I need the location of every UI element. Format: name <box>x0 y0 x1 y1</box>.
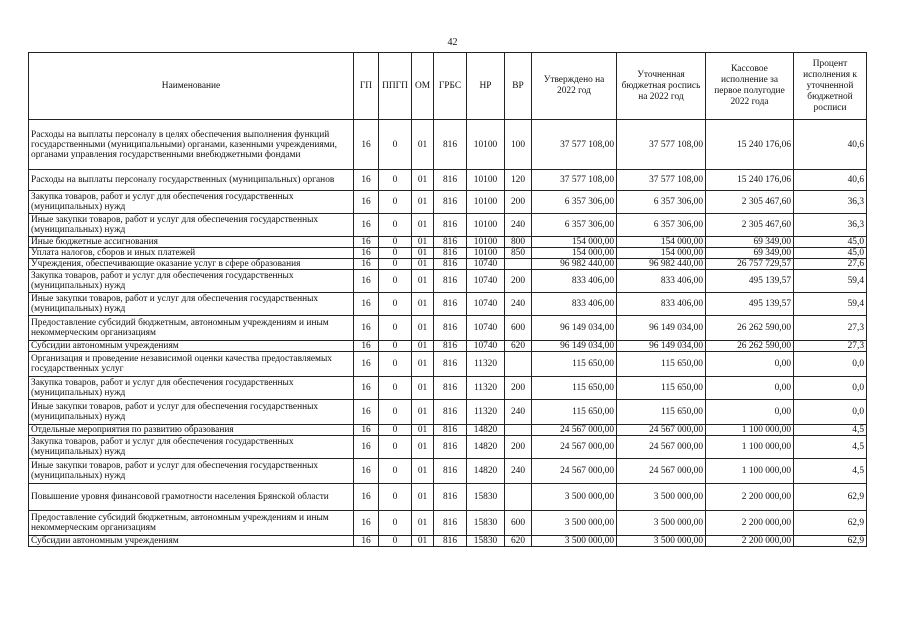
cell-percent: 62,9 <box>794 511 867 536</box>
cell-grbs: 816 <box>434 170 467 191</box>
cell-refined: 3 500 000,00 <box>617 484 706 511</box>
cell-grbs: 816 <box>434 377 467 400</box>
cell-vr: 200 <box>505 191 532 214</box>
cell-cash: 1 100 000,00 <box>706 436 794 459</box>
cell-om: 01 <box>412 237 434 248</box>
cell-refined: 96 149 034,00 <box>617 341 706 352</box>
cell-np: 10100 <box>467 214 505 237</box>
cell-om: 01 <box>412 120 434 170</box>
cell-refined: 154 000,00 <box>617 237 706 248</box>
cell-refined: 833 406,00 <box>617 293 706 316</box>
cell-approved: 37 577 108,00 <box>532 120 617 170</box>
cell-name: Отдельные мероприятия по развитию образования <box>29 425 354 436</box>
cell-grbs: 816 <box>434 341 467 352</box>
cell-vr: 200 <box>505 270 532 293</box>
cell-gp: 16 <box>354 341 379 352</box>
cell-gp: 16 <box>354 425 379 436</box>
table-row <box>29 191 867 214</box>
table-row <box>29 536 867 547</box>
cell-vr: 850 <box>505 248 532 259</box>
cell-ppgp: 0 <box>379 214 412 237</box>
header-vr: ВР <box>505 53 532 120</box>
cell-vr: 200 <box>505 436 532 459</box>
cell-percent: 4,5 <box>794 459 867 484</box>
table-row <box>29 270 867 293</box>
cell-np: 14820 <box>467 459 505 484</box>
cell-gp: 16 <box>354 270 379 293</box>
cell-ppgp: 0 <box>379 237 412 248</box>
cell-vr <box>505 484 532 511</box>
cell-grbs: 816 <box>434 352 467 377</box>
cell-ppgp: 0 <box>379 436 412 459</box>
cell-ppgp: 0 <box>379 484 412 511</box>
cell-approved: 96 149 034,00 <box>532 341 617 352</box>
cell-gp: 16 <box>354 400 379 425</box>
cell-np: 10740 <box>467 270 505 293</box>
cell-np: 10100 <box>467 120 505 170</box>
cell-cash: 2 305 467,60 <box>706 191 794 214</box>
cell-grbs: 816 <box>434 293 467 316</box>
cell-ppgp: 0 <box>379 341 412 352</box>
cell-gp: 16 <box>354 170 379 191</box>
cell-refined: 96 149 034,00 <box>617 316 706 341</box>
cell-approved: 115 650,00 <box>532 377 617 400</box>
cell-grbs: 816 <box>434 400 467 425</box>
cell-vr <box>505 259 532 270</box>
cell-vr: 600 <box>505 316 532 341</box>
cell-name: Расходы на выплаты персоналу государственных (муниципальных) органов <box>29 170 354 191</box>
cell-np: 10100 <box>467 237 505 248</box>
cell-gp: 16 <box>354 120 379 170</box>
cell-refined: 3 500 000,00 <box>617 511 706 536</box>
cell-gp: 16 <box>354 511 379 536</box>
cell-approved: 6 357 306,00 <box>532 191 617 214</box>
cell-om: 01 <box>412 259 434 270</box>
cell-name: Иные закупки товаров, работ и услуг для обеспечения государственных (муниципальных) нужд <box>29 400 354 425</box>
header-approved: Утверждено на 2022 год <box>532 53 617 120</box>
cell-percent: 62,9 <box>794 536 867 547</box>
cell-refined: 833 406,00 <box>617 270 706 293</box>
cell-vr: 200 <box>505 377 532 400</box>
cell-percent: 27,6 <box>794 259 867 270</box>
cell-cash: 1 100 000,00 <box>706 459 794 484</box>
cell-cash: 15 240 176,06 <box>706 120 794 170</box>
header-refined: Уточненная бюджетная роспись на 2022 год <box>617 53 706 120</box>
cell-cash: 495 139,57 <box>706 270 794 293</box>
cell-name: Закупка товаров, работ и услуг для обеспечения государственных (муниципальных) нужд <box>29 270 354 293</box>
cell-cash: 2 200 000,00 <box>706 511 794 536</box>
cell-gp: 16 <box>354 248 379 259</box>
cell-om: 01 <box>412 352 434 377</box>
cell-percent: 4,5 <box>794 436 867 459</box>
cell-np: 14820 <box>467 436 505 459</box>
cell-grbs: 816 <box>434 214 467 237</box>
cell-cash: 69 349,00 <box>706 237 794 248</box>
cell-name: Расходы на выплаты персоналу в целях обеспечения выполнения функций государственными (муниципальными) органами, казенными учреждениями, органами управления государственными внебюджетными фондами <box>29 120 354 170</box>
cell-name: Закупка товаров, работ и услуг для обеспечения государственных (муниципальных) нужд <box>29 191 354 214</box>
cell-np: 10740 <box>467 293 505 316</box>
table-row <box>29 248 867 259</box>
cell-cash: 26 262 590,00 <box>706 316 794 341</box>
cell-vr: 100 <box>505 120 532 170</box>
cell-om: 01 <box>412 511 434 536</box>
cell-name: Иные бюджетные ассигнования <box>29 237 354 248</box>
cell-np: 10100 <box>467 248 505 259</box>
cell-ppgp: 0 <box>379 293 412 316</box>
cell-ppgp: 0 <box>379 316 412 341</box>
cell-name: Субсидии автономным учреждениям <box>29 536 354 547</box>
cell-ppgp: 0 <box>379 511 412 536</box>
cell-name: Закупка товаров, работ и услуг для обеспечения государственных (муниципальных) нужд <box>29 436 354 459</box>
cell-percent: 59,4 <box>794 293 867 316</box>
cell-cash: 69 349,00 <box>706 248 794 259</box>
cell-grbs: 816 <box>434 237 467 248</box>
cell-cash: 2 200 000,00 <box>706 484 794 511</box>
cell-grbs: 816 <box>434 270 467 293</box>
cell-refined: 24 567 000,00 <box>617 459 706 484</box>
cell-ppgp: 0 <box>379 400 412 425</box>
table-row <box>29 511 867 536</box>
header-percent: Процент исполнения к уточненной бюджетной росписи <box>794 53 867 120</box>
cell-gp: 16 <box>354 191 379 214</box>
cell-vr: 240 <box>505 400 532 425</box>
cell-np: 10740 <box>467 341 505 352</box>
cell-gp: 16 <box>354 237 379 248</box>
cell-refined: 6 357 306,00 <box>617 214 706 237</box>
cell-name: Повышение уровня финансовой грамотности населения Брянской области <box>29 484 354 511</box>
cell-cash: 0,00 <box>706 377 794 400</box>
header-om: ОМ <box>412 53 434 120</box>
cell-approved: 96 982 440,00 <box>532 259 617 270</box>
cell-om: 01 <box>412 191 434 214</box>
cell-refined: 115 650,00 <box>617 400 706 425</box>
cell-vr: 240 <box>505 214 532 237</box>
cell-name: Уплата налогов, сборов и иных платежей <box>29 248 354 259</box>
cell-percent: 40,6 <box>794 120 867 170</box>
cell-approved: 115 650,00 <box>532 400 617 425</box>
cell-np: 10740 <box>467 259 505 270</box>
cell-refined: 115 650,00 <box>617 352 706 377</box>
cell-name: Иные закупки товаров, работ и услуг для обеспечения государственных (муниципальных) нужд <box>29 459 354 484</box>
cell-grbs: 816 <box>434 536 467 547</box>
cell-np: 10100 <box>467 191 505 214</box>
cell-om: 01 <box>412 170 434 191</box>
cell-np: 14820 <box>467 425 505 436</box>
cell-approved: 3 500 000,00 <box>532 511 617 536</box>
cell-grbs: 816 <box>434 459 467 484</box>
budget-execution-table <box>28 52 867 547</box>
table-row <box>29 293 867 316</box>
cell-grbs: 816 <box>434 484 467 511</box>
cell-approved: 833 406,00 <box>532 270 617 293</box>
cell-percent: 27,3 <box>794 316 867 341</box>
cell-refined: 154 000,00 <box>617 248 706 259</box>
cell-np: 11320 <box>467 352 505 377</box>
cell-vr: 620 <box>505 536 532 547</box>
cell-om: 01 <box>412 459 434 484</box>
cell-refined: 115 650,00 <box>617 377 706 400</box>
cell-np: 10100 <box>467 170 505 191</box>
cell-vr: 240 <box>505 293 532 316</box>
cell-grbs: 816 <box>434 120 467 170</box>
cell-approved: 96 149 034,00 <box>532 316 617 341</box>
header-np: НР <box>467 53 505 120</box>
table-row <box>29 341 867 352</box>
cell-cash: 26 262 590,00 <box>706 341 794 352</box>
cell-approved: 154 000,00 <box>532 237 617 248</box>
cell-vr: 600 <box>505 511 532 536</box>
cell-np: 15830 <box>467 511 505 536</box>
table-row <box>29 436 867 459</box>
cell-name: Предоставление субсидий бюджетным, автономным учреждениям и иным некоммерческим организациям <box>29 511 354 536</box>
cell-percent: 40,6 <box>794 170 867 191</box>
cell-cash: 1 100 000,00 <box>706 425 794 436</box>
cell-name: Учреждения, обеспечивающие оказание услуг в сфере образования <box>29 259 354 270</box>
table-row <box>29 425 867 436</box>
cell-ppgp: 0 <box>379 425 412 436</box>
cell-ppgp: 0 <box>379 170 412 191</box>
cell-name: Предоставление субсидий бюджетным, автономным учреждениям и иным некоммерческим организациям <box>29 316 354 341</box>
cell-grbs: 816 <box>434 425 467 436</box>
cell-om: 01 <box>412 270 434 293</box>
cell-percent: 45,0 <box>794 237 867 248</box>
header-gp: ГП <box>354 53 379 120</box>
cell-refined: 37 577 108,00 <box>617 170 706 191</box>
cell-om: 01 <box>412 248 434 259</box>
cell-om: 01 <box>412 377 434 400</box>
cell-approved: 833 406,00 <box>532 293 617 316</box>
cell-gp: 16 <box>354 536 379 547</box>
table-row <box>29 259 867 270</box>
cell-om: 01 <box>412 425 434 436</box>
cell-ppgp: 0 <box>379 536 412 547</box>
cell-percent: 62,9 <box>794 484 867 511</box>
cell-percent: 45,0 <box>794 248 867 259</box>
page-number: 42 <box>447 37 458 48</box>
cell-name: Закупка товаров, работ и услуг для обеспечения государственных (муниципальных) нужд <box>29 377 354 400</box>
table-row <box>29 237 867 248</box>
cell-om: 01 <box>412 316 434 341</box>
table-row <box>29 170 867 191</box>
header-ppgp: ППГП <box>379 53 412 120</box>
cell-grbs: 816 <box>434 248 467 259</box>
cell-ppgp: 0 <box>379 270 412 293</box>
cell-name: Иные закупки товаров, работ и услуг для обеспечения государственных (муниципальных) нужд <box>29 214 354 237</box>
table-row <box>29 214 867 237</box>
table-row <box>29 316 867 341</box>
header-cash: Кассовое исполнение за первое полугодие 2022 года <box>706 53 794 120</box>
cell-approved: 37 577 108,00 <box>532 170 617 191</box>
table-row <box>29 484 867 511</box>
cell-grbs: 816 <box>434 316 467 341</box>
cell-np: 11320 <box>467 400 505 425</box>
cell-grbs: 816 <box>434 191 467 214</box>
cell-percent: 27,3 <box>794 341 867 352</box>
cell-gp: 16 <box>354 352 379 377</box>
cell-name: Иные закупки товаров, работ и услуг для обеспечения государственных (муниципальных) нужд <box>29 293 354 316</box>
cell-cash: 26 757 729,57 <box>706 259 794 270</box>
cell-refined: 96 982 440,00 <box>617 259 706 270</box>
cell-approved: 24 567 000,00 <box>532 459 617 484</box>
cell-name: Субсидии автономным учреждениям <box>29 341 354 352</box>
cell-approved: 115 650,00 <box>532 352 617 377</box>
cell-grbs: 816 <box>434 436 467 459</box>
cell-ppgp: 0 <box>379 459 412 484</box>
table-row <box>29 459 867 484</box>
cell-ppgp: 0 <box>379 377 412 400</box>
cell-refined: 37 577 108,00 <box>617 120 706 170</box>
cell-cash: 495 139,57 <box>706 293 794 316</box>
cell-vr: 800 <box>505 237 532 248</box>
cell-om: 01 <box>412 341 434 352</box>
header-grbs: ГРБС <box>434 53 467 120</box>
cell-cash: 2 305 467,60 <box>706 214 794 237</box>
cell-ppgp: 0 <box>379 120 412 170</box>
cell-refined: 24 567 000,00 <box>617 425 706 436</box>
cell-percent: 0,0 <box>794 377 867 400</box>
cell-approved: 3 500 000,00 <box>532 536 617 547</box>
cell-ppgp: 0 <box>379 259 412 270</box>
cell-om: 01 <box>412 214 434 237</box>
header-name: Наименование <box>29 53 354 120</box>
cell-gp: 16 <box>354 259 379 270</box>
cell-vr <box>505 352 532 377</box>
table-row <box>29 352 867 377</box>
cell-cash: 0,00 <box>706 352 794 377</box>
cell-refined: 6 357 306,00 <box>617 191 706 214</box>
cell-gp: 16 <box>354 214 379 237</box>
cell-om: 01 <box>412 436 434 459</box>
cell-percent: 36,3 <box>794 214 867 237</box>
cell-name: Организация и проведение независимой оценки качества предоставляемых государственных услуг <box>29 352 354 377</box>
cell-percent: 0,0 <box>794 352 867 377</box>
cell-cash: 15 240 176,06 <box>706 170 794 191</box>
cell-approved: 154 000,00 <box>532 248 617 259</box>
cell-om: 01 <box>412 293 434 316</box>
cell-grbs: 816 <box>434 259 467 270</box>
table-header-row <box>29 53 867 120</box>
cell-percent: 59,4 <box>794 270 867 293</box>
table-row <box>29 120 867 170</box>
cell-percent: 36,3 <box>794 191 867 214</box>
cell-ppgp: 0 <box>379 248 412 259</box>
cell-gp: 16 <box>354 484 379 511</box>
cell-refined: 24 567 000,00 <box>617 436 706 459</box>
cell-gp: 16 <box>354 459 379 484</box>
cell-np: 15830 <box>467 536 505 547</box>
cell-approved: 3 500 000,00 <box>532 484 617 511</box>
table-row <box>29 400 867 425</box>
cell-ppgp: 0 <box>379 191 412 214</box>
cell-np: 11320 <box>467 377 505 400</box>
cell-gp: 16 <box>354 293 379 316</box>
cell-approved: 24 567 000,00 <box>532 425 617 436</box>
cell-approved: 6 357 306,00 <box>532 214 617 237</box>
cell-refined: 3 500 000,00 <box>617 536 706 547</box>
cell-grbs: 816 <box>434 511 467 536</box>
cell-om: 01 <box>412 484 434 511</box>
cell-np: 15830 <box>467 484 505 511</box>
cell-approved: 24 567 000,00 <box>532 436 617 459</box>
cell-ppgp: 0 <box>379 352 412 377</box>
cell-cash: 2 200 000,00 <box>706 536 794 547</box>
cell-vr: 120 <box>505 170 532 191</box>
table-row <box>29 377 867 400</box>
cell-gp: 16 <box>354 436 379 459</box>
cell-gp: 16 <box>354 377 379 400</box>
cell-vr: 620 <box>505 341 532 352</box>
cell-np: 10740 <box>467 316 505 341</box>
cell-cash: 0,00 <box>706 400 794 425</box>
cell-percent: 0,0 <box>794 400 867 425</box>
cell-om: 01 <box>412 400 434 425</box>
cell-vr <box>505 425 532 436</box>
cell-vr: 240 <box>505 459 532 484</box>
cell-om: 01 <box>412 536 434 547</box>
cell-percent: 4,5 <box>794 425 867 436</box>
cell-gp: 16 <box>354 316 379 341</box>
